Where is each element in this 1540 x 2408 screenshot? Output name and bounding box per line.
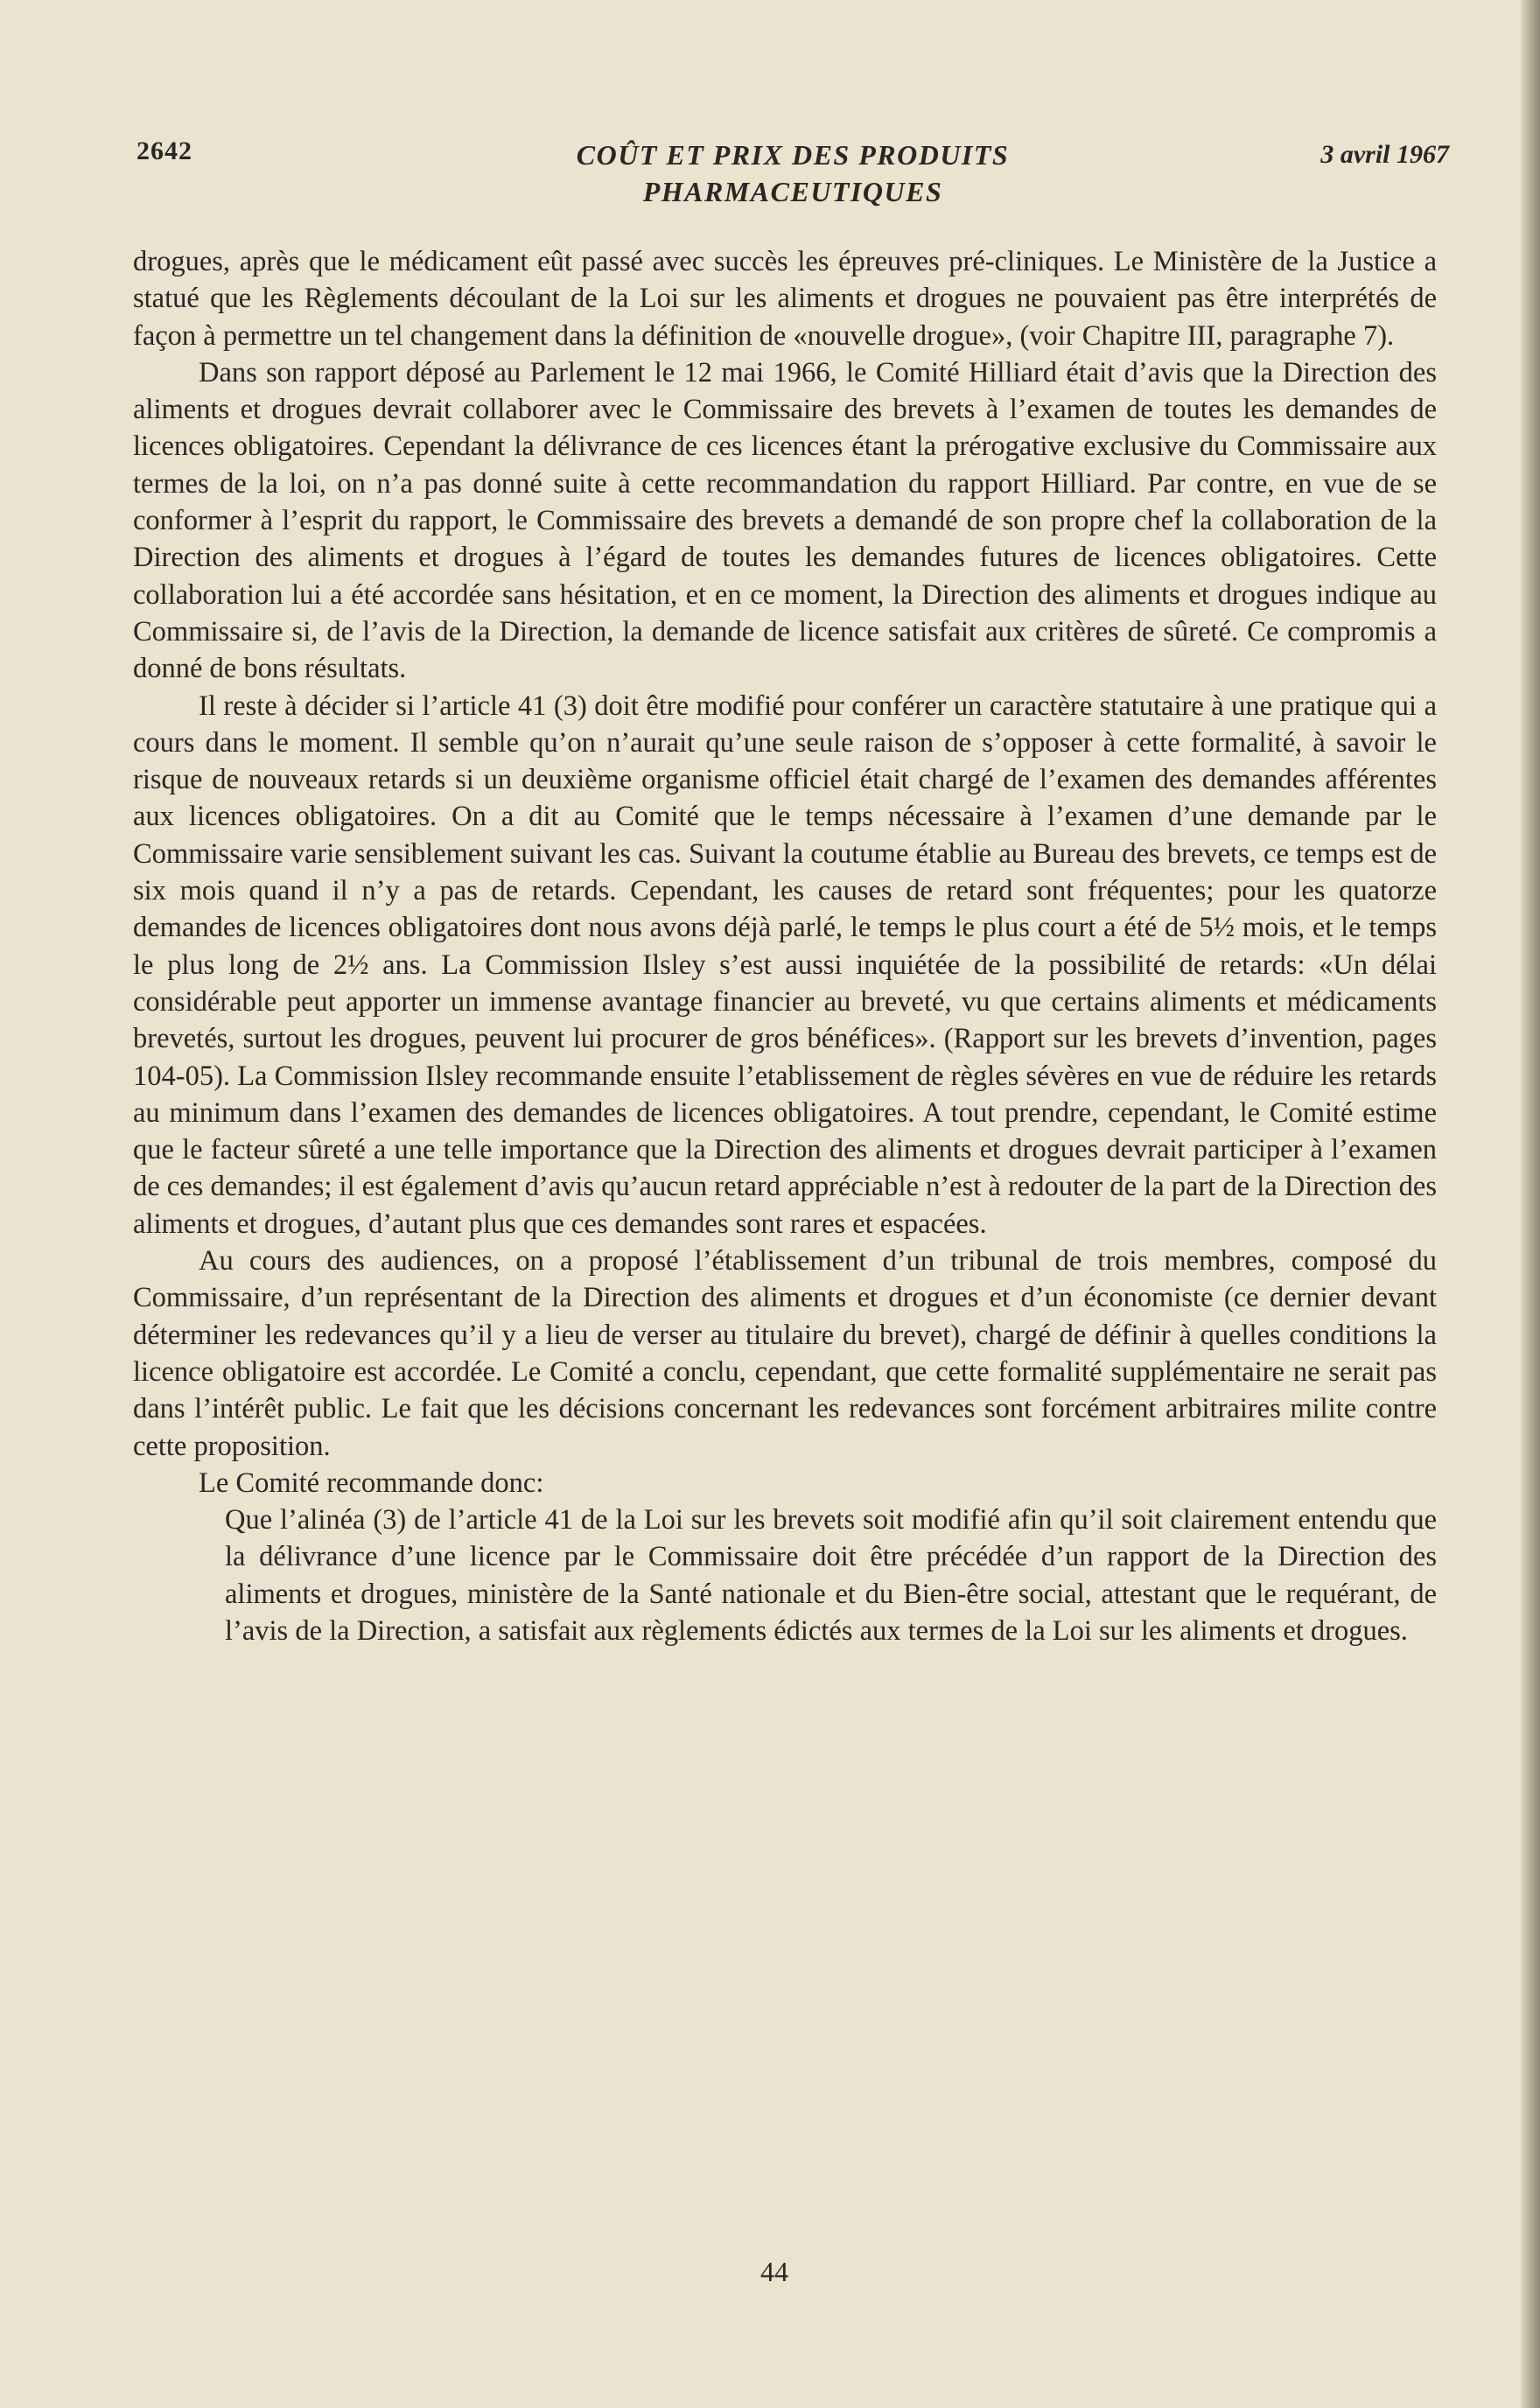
paragraph-audiences: Au cours des audiences, on a proposé l’établissement d’un tribunal de trois membres, composé du Commissaire, d’un représentant de la Direction des aliments et drogues et d’un économiste (ce dernier devant déterminer les redevances qu’il y a lieu de verser au titulaire du brevet), chargé de définir à quelles conditions la licence obligatoire est accordée. Le Comité a conclu, cependant, que cette formalité supplémentaire ne serait pas dans l’intérêt public. Le fait que les décisions concernant les redevances sont forcément arbitraires milite contre cette proposition. [133, 1245, 1437, 1462]
running-title-line-1: COÛT ET PRIX DES PRODUITS [576, 139, 1010, 171]
recommendation-text: Que l’alinéa (3) de l’article 41 de la Loi sur les brevets soit modifié afin qu’il soit clairement entendu que la délivrance d’une licence par le Commissaire doit être précédée d’un rapport de la Direction des aliments et drogues, ministère de la Santé nationale et du Bien-être social, attestant que le requérant, de l’avis de la Direction, a satisfait aux règlements édictés aux termes de la Loi sur les aliments et drogues. [225, 1504, 1437, 1647]
running-title-line-2: PHARMACEUTIQUES [642, 176, 943, 207]
footer-page-number: 44 [760, 2256, 788, 2287]
page-header [136, 131, 1449, 219]
header-page-number: 2642 [136, 136, 192, 165]
header-date: 3 avril 1967 [1320, 140, 1449, 169]
body-text [133, 243, 1437, 1649]
paragraph-article-41: Il reste à décider si l’article 41 (3) doit être modifié pour conférer un caractère statutaire à une pratique qui a cours dans le moment. Il semble qu’on n’aurait qu’une seule raison de s’opposer à cette formalité, à savoir le risque de nouveaux retards si un deuxième organisme officiel était chargé de l’examen des demandes afférentes aux licences obligatoires. On a dit au Comité que le temps nécessaire à l’examen d’une demande par le Commissaire varie sensiblement suivant les cas. Suivant la coutume établie au Bureau des brevets, ce temps est de six mois quand il n’y a pas de retards. Cependant, les causes de retard sont fréquentes; pour les quatorze demandes de licences obligatoires dont nous avons déjà parlé, le temps le plus court a été de 5½ mois, et le temps le plus long de 2½ ans. La Commission Ilsley s’est aussi inquiétée de la possibilité de retards: «Un délai considérable peut apporter un immense avantage financier au breveté, vu que certains aliments et médicaments brevetés, surtout les drogues, peuvent lui procurer de gros bénéfices». (Rapport sur les brevets d’invention, pages 104-05). La Commission Ilsley recommande ensuite l’etablissement de règles sévères en vue de réduire les retards au minimum dans l’examen des demandes de licences obligatoires. A tout prendre, cependant, le Comité estime que le facteur sûreté a une telle importance que la Direction des aliments et drogues devrait participer à l’examen de ces demandes; il est également d’avis qu’aucun retard appréciable n’est à redouter de la part de la Direction des aliments et drogues, d’autant plus que ces demandes sont rares et espacées. [133, 690, 1437, 1240]
paragraph-recommande-intro: Le Comité recommande donc: [199, 1466, 544, 1499]
paragraph-hilliard: Dans son rapport déposé au Parlement le 12 mai 1966, le Comité Hilliard était d’avis que la Direction des aliments et drogues devrait collaborer avec le Commissaire des brevets à l’examen de toutes les demandes de licences obligatoires. Cependant la délivrance de ces licences étant la prérogative exclusive du Commissaire aux termes de la loi, on n’a pas donné suite à cette recommandation du rapport Hilliard. Par contre, en vue de se conformer à l’esprit du rapport, le Commissaire des brevets a demandé de son propre chef la collaboration de la Direction des aliments et drogues à l’égard de toutes les demandes futures de licences obligatoires. Cette collaboration lui a été accordée sans hésitation, et en ce moment, la Direction des aliments et drogues indique au Commissaire si, de l’avis de la Direction, la demande de licence satisfait aux critères de sûreté. Ce compromis a donné de bons résultats. [133, 356, 1437, 685]
paragraph-continuation: drogues, après que le médicament eût passé avec succès les épreuves pré-cliniques. Le Ministère de la Justice a statué que les Règlements découlant de la Loi sur les aliments et drogues ne pouvaient pas être interprétés de façon à permettre un tel changement dans la définition de «nouvelle drogue», (voir Chapitre III, paragraphe 7). [133, 246, 1437, 352]
running-title [513, 136, 1073, 210]
page-edge-shadow [1521, 0, 1540, 2408]
